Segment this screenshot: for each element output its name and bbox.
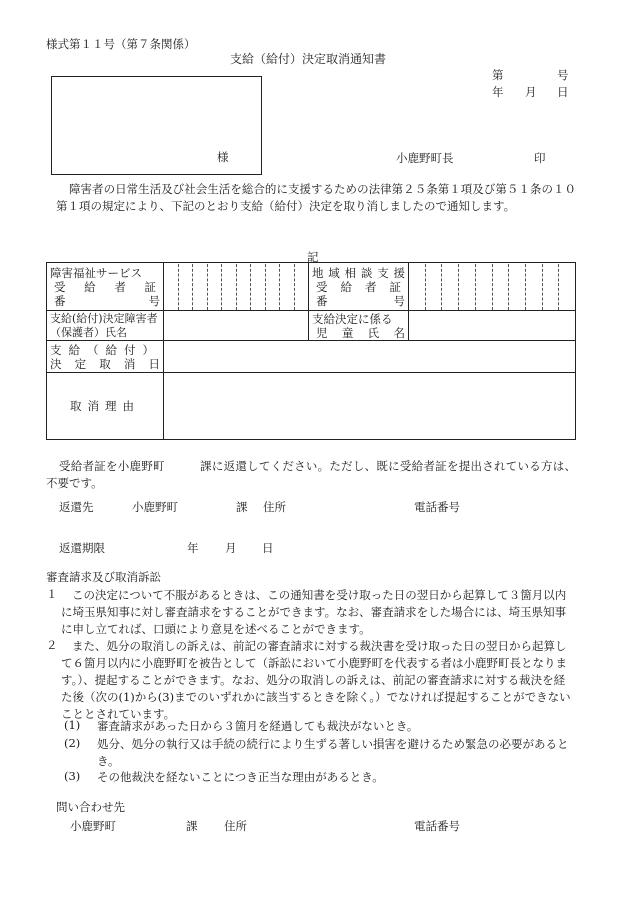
doc-number-dai: 第 xyxy=(492,68,504,82)
document-title: 支給（給付）決定取消通知書 xyxy=(230,52,387,66)
return-deadline-nen: 年 xyxy=(187,541,199,555)
appeal-sub2: 処分、処分の執行又は手続の続行により生ずる著しい損害を避けるため緊急の必要があるとき。 xyxy=(97,737,569,768)
date-tsuki: 月 xyxy=(525,85,537,99)
inquiry-phone: 電話番号 xyxy=(414,819,460,833)
return-dest-phone: 電話番号 xyxy=(414,500,460,514)
return-dest-address: 住所 xyxy=(263,500,286,514)
date-nen: 年 xyxy=(492,85,504,99)
intro-paragraph: 障害者の日常生活及び社会生活を総合的に支援するための法律第２５条第１項及び第５１条の１０第１項の規定により、下記のとおり支給（給付）決定を取り消しましたので通知します。 xyxy=(56,182,576,213)
issuer-name: 小鹿野町長 xyxy=(396,151,454,165)
appeal-item1: この決定について不服があるときは、この通知書を受け取った日の翌日から起算して３箇月以内に埼玉県知事に対し審査請求をすることができます。なお、審査請求をした場合には、埼玉県知事に申し立てれば、口頭により意見を述べることができます。 xyxy=(61,588,567,636)
appeal-item1-number: １ xyxy=(46,587,58,601)
date-hi: 日 xyxy=(557,85,569,99)
return-deadline-hi: 日 xyxy=(262,541,274,555)
ki-label: 記 xyxy=(307,250,319,264)
appeal-sub1-number: (1) xyxy=(64,718,81,732)
cert-number-label: 障害福祉サービス 受給者証 番号 xyxy=(47,263,164,311)
cert-number-field[interactable] xyxy=(164,263,309,311)
info-table xyxy=(46,262,576,440)
child-name-label: 支給決定に係る 児童氏名 xyxy=(309,311,409,341)
appeal-sub2-number: (2) xyxy=(64,736,81,750)
inquiry-ka: 課 xyxy=(186,819,198,833)
appeal-sub3-number: (3) xyxy=(64,769,81,783)
doc-number-go: 号 xyxy=(557,68,569,82)
return-deadline-tsuki: 月 xyxy=(225,541,237,555)
appeal-item2-number: ２ xyxy=(46,638,58,652)
reason-field[interactable] xyxy=(164,373,576,440)
inquiry-label: 問い合わせ先 xyxy=(56,800,125,814)
addressee-suffix: 様 xyxy=(217,150,229,164)
return-dest-ka: 課 xyxy=(236,500,248,514)
return-notice: 受給者証を小鹿野町 課に返還してください。ただし、既に受給者証を提出されている方は、不要です。 xyxy=(46,459,576,490)
cancel-date-field[interactable] xyxy=(164,341,576,373)
child-name-field[interactable] xyxy=(409,311,576,341)
seal-mark: 印 xyxy=(534,151,546,165)
consult-number-field[interactable] xyxy=(409,263,576,311)
reason-label: 取消理由 xyxy=(47,373,164,440)
inquiry-address: 住所 xyxy=(224,819,247,833)
inquiry-town: 小鹿野町 xyxy=(70,819,116,833)
cancel-date-label: 支給（給付） 決定取消日 xyxy=(47,341,164,373)
return-dest-town: 小鹿野町 xyxy=(132,500,178,514)
appeal-item2: また、処分の取消しの訴えは、前記の審査請求に対する裁決書を受け取った日の翌日から起算して６箇月以内に小鹿野町を被告として（訴訟において小鹿野町を代表する者は小鹿野町長となります。）、提起することができます。なお、処分の取消しの訴えは、前記の審査請求に対する裁決を経た後（次の(1)から(3)までのいずれかに該当するときを除く。）でなければ提起することができないこととされています。 xyxy=(61,639,571,721)
appeal-heading: 審査請求及び取消訴訟 xyxy=(46,570,161,584)
recipient-name-label: 支給(給付)決定障害者 （保護者）氏名 xyxy=(47,311,164,341)
appeal-sub1: 審査請求があった日から３箇月を経過しても裁決がないとき。 xyxy=(97,719,419,733)
consult-number-label: 地域相談支援 受給者証 番号 xyxy=(309,263,409,311)
addressee-box xyxy=(51,76,262,175)
return-deadline-label: 返還期限 xyxy=(59,541,105,555)
form-number: 様式第１１号（第７条関係） xyxy=(46,37,196,51)
appeal-sub3: その他裁決を経ないことにつき正当な理由があるとき。 xyxy=(97,770,384,784)
recipient-name-field[interactable] xyxy=(164,311,309,341)
return-dest-label: 返還先 xyxy=(59,500,94,514)
